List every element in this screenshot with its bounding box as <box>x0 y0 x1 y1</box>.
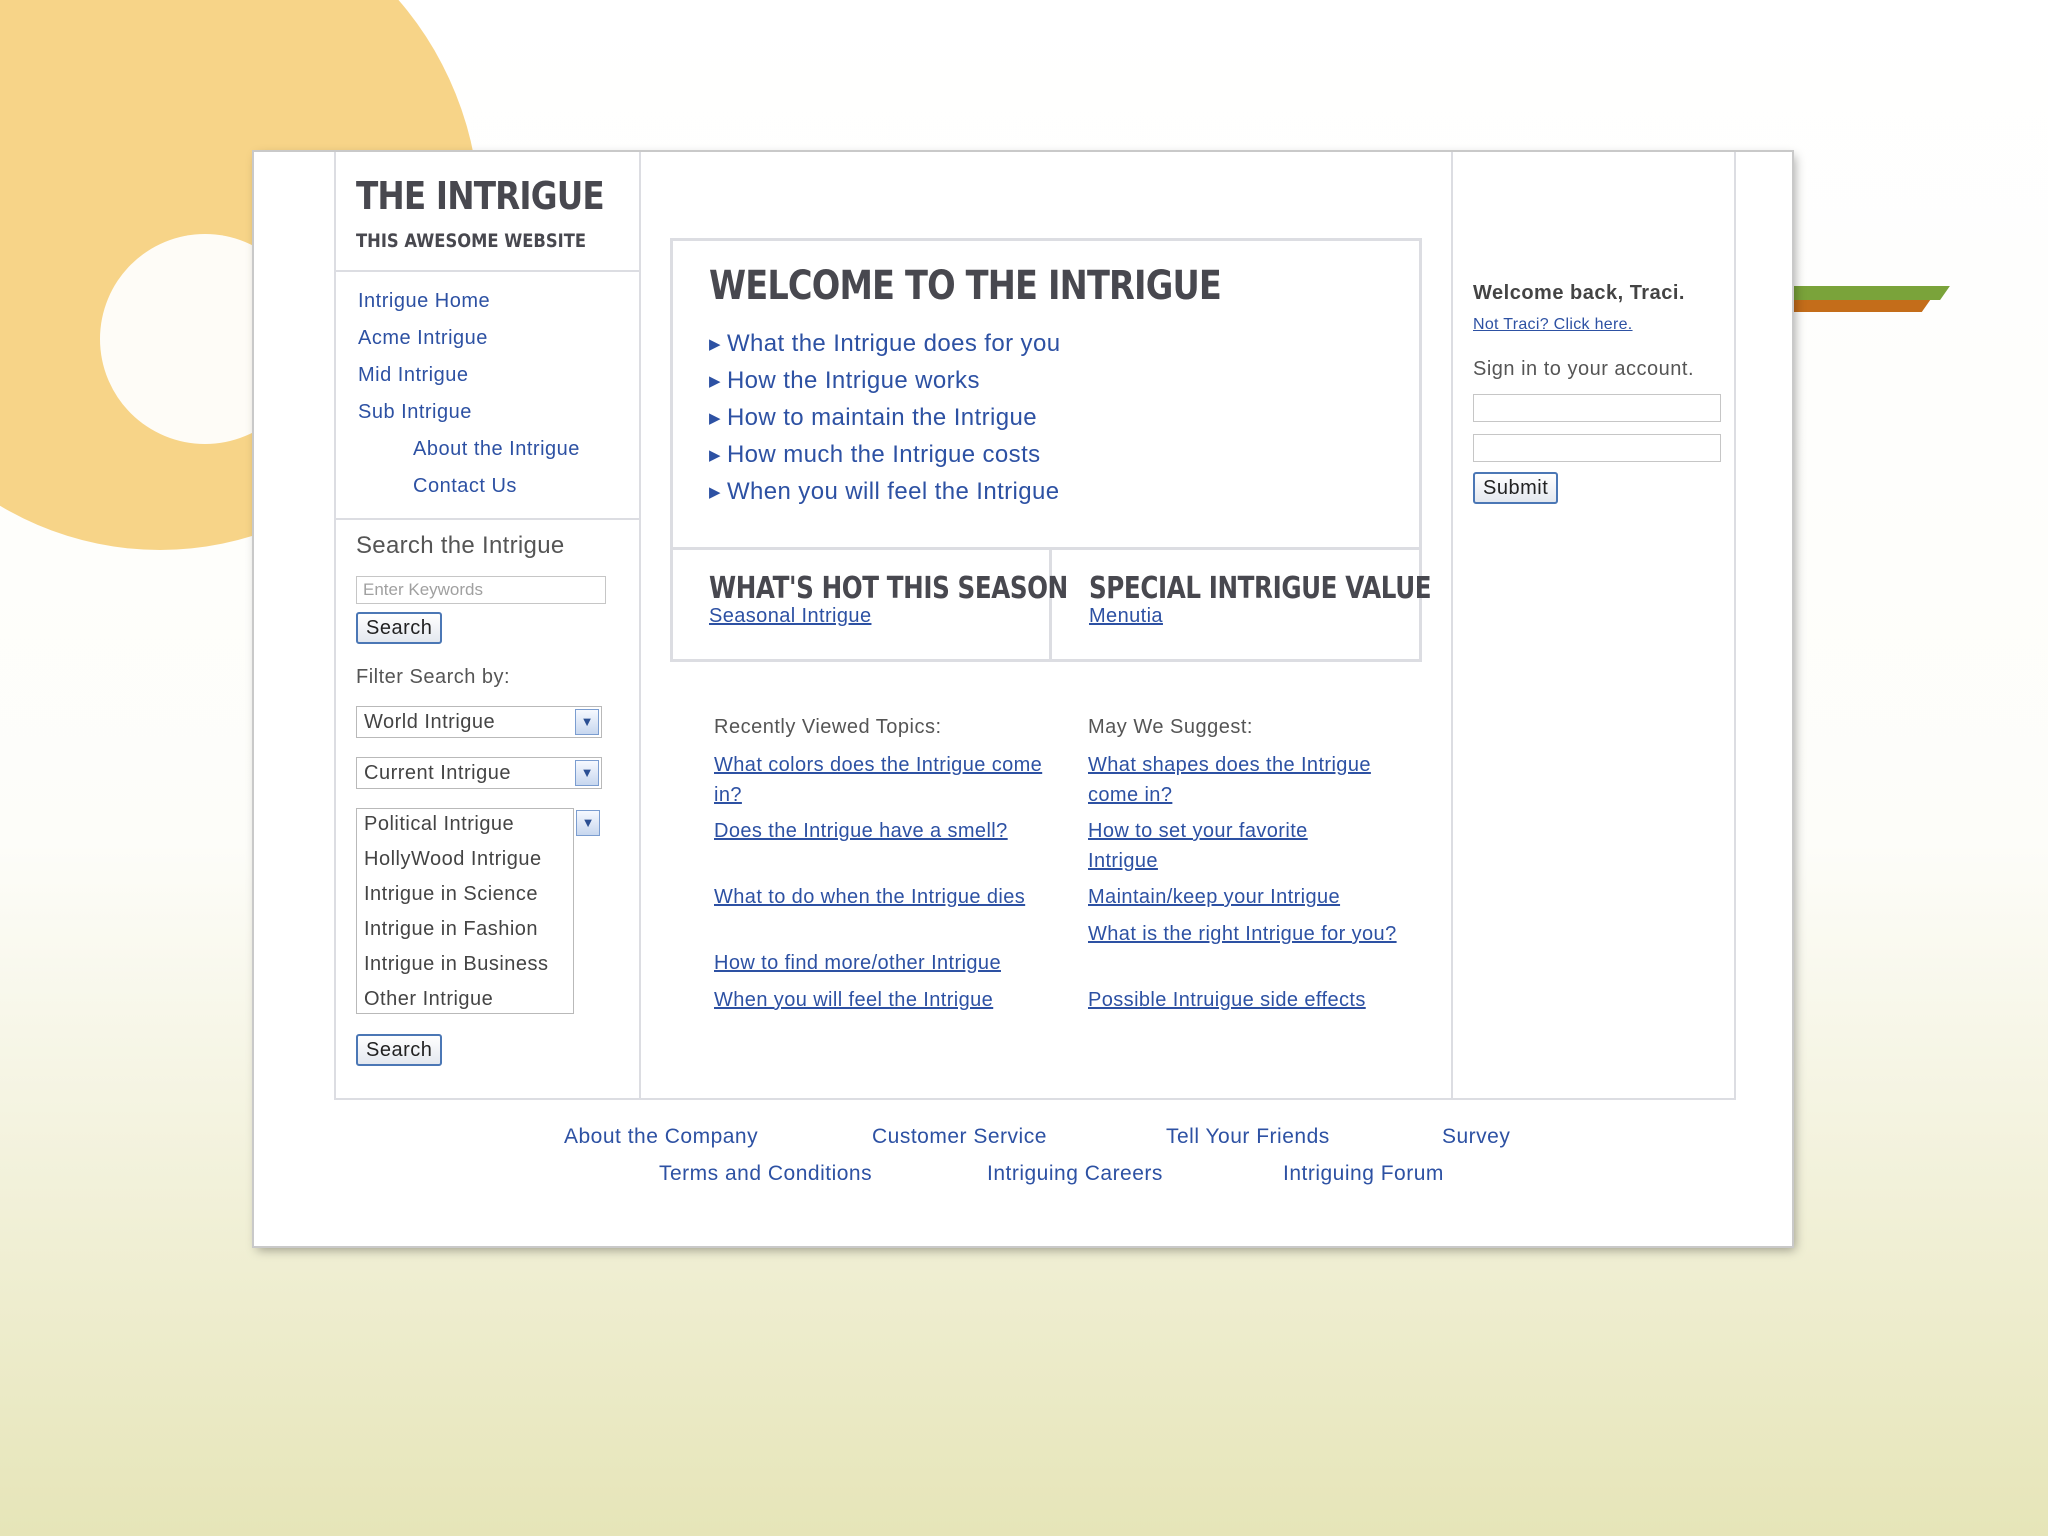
footer-link-about-company[interactable]: About the Company <box>564 1125 759 1148</box>
filter-label: Filter Search by: <box>356 666 511 688</box>
suggestions-label: May We Suggest: <box>1088 716 1253 738</box>
welcome-link[interactable]: ▶ How the Intrigue works <box>709 367 980 394</box>
listbox-option[interactable]: HollyWood Intrigue <box>364 848 542 870</box>
filter-select-current[interactable] <box>356 757 602 789</box>
nav-link-acme-intrigue[interactable]: Acme Intrigue <box>358 327 488 349</box>
filter-select-value: Current Intrigue <box>364 762 511 784</box>
decorative-stripe-green <box>1780 286 1950 300</box>
account-sidebar <box>1451 152 1736 1098</box>
search-button[interactable]: Search <box>356 612 442 644</box>
suggestion-link[interactable]: Possible Intruigue side effects <box>1088 989 1366 1011</box>
seasonal-intrigue-link[interactable]: Seasonal Intrigue <box>709 605 872 627</box>
sign-in-label: Sign in to your account. <box>1473 358 1695 380</box>
recent-topic-link[interactable]: Does the Intrigue have a smell? <box>714 820 1008 842</box>
footer-link-terms[interactable]: Terms and Conditions <box>659 1162 873 1185</box>
suggestion-link[interactable]: Maintain/keep your Intrigue <box>1088 886 1341 908</box>
nav-link-sub-intrigue[interactable]: Sub Intrigue <box>358 401 472 423</box>
nav-link-mid-intrigue[interactable]: Mid Intrigue <box>358 364 469 386</box>
website-layout <box>334 152 1736 1100</box>
password-field[interactable] <box>1473 434 1721 462</box>
recent-topic-link[interactable]: How to find more/other Intrigue <box>714 952 1001 974</box>
welcome-link[interactable]: ▶ How much the Intrigue costs <box>709 441 1041 468</box>
site-logo-title: THE INTRIGUE <box>356 174 604 218</box>
main-navigation <box>336 272 639 520</box>
footer-link-forum[interactable]: Intriguing Forum <box>1283 1162 1444 1185</box>
username-field[interactable] <box>1473 394 1721 422</box>
suggestion-link[interactable]: What is the right Intrigue for you? <box>1088 923 1397 945</box>
chevron-down-icon[interactable]: ▼ <box>576 810 600 836</box>
recent-topic-link[interactable]: What to do when the Intrigue dies <box>714 886 1026 908</box>
welcome-link[interactable]: ▶ What the Intrigue does for you <box>709 330 1061 357</box>
chevron-down-icon[interactable]: ▼ <box>575 709 599 735</box>
special-value-title: SPECIAL INTRIGUE VALUE <box>1089 571 1432 606</box>
keyword-search-input[interactable] <box>356 576 606 604</box>
footer-link-careers[interactable]: Intriguing Careers <box>987 1162 1163 1185</box>
filter-search-button[interactable]: Search <box>356 1034 442 1066</box>
triangle-right-icon: ▶ <box>709 447 721 464</box>
listbox-option[interactable]: Other Intrigue <box>364 988 494 1010</box>
suggestion-link[interactable]: How to set your favorite Intrigue <box>1088 820 1308 872</box>
whats-hot-title: WHAT'S HOT THIS SEASON <box>709 571 1068 606</box>
recent-topic-link[interactable]: What colors does the Intrigue come in? <box>714 754 1043 806</box>
filter-select-world[interactable] <box>356 706 602 738</box>
listbox-option[interactable]: Intrigue in Fashion <box>364 918 539 940</box>
site-tagline: THIS AWESOME WEBSITE <box>356 230 587 252</box>
divider <box>673 547 1419 550</box>
brand-header <box>336 152 639 272</box>
nav-link-intrigue-home[interactable]: Intrigue Home <box>358 290 491 312</box>
listbox-option[interactable]: Political Intrigue <box>364 813 515 835</box>
nav-sublink-about[interactable]: About the Intrigue <box>413 438 580 460</box>
triangle-right-icon: ▶ <box>709 336 721 353</box>
recent-topic-link[interactable]: When you will feel the Intrigue <box>714 989 994 1011</box>
decorative-stripe-orange <box>1774 300 1930 312</box>
welcome-back-text: Welcome back, Traci. <box>1473 282 1685 304</box>
left-sidebar <box>336 152 641 1098</box>
listbox-option[interactable]: Intrigue in Business <box>364 953 549 975</box>
welcome-title: WELCOME TO THE INTRIGUE <box>709 263 1222 309</box>
welcome-link[interactable]: ▶ How to maintain the Intrigue <box>709 404 1037 431</box>
not-user-link[interactable]: Not Traci? Click here. <box>1473 316 1633 333</box>
welcome-link[interactable]: ▶ When you will feel the Intrigue <box>709 478 1060 505</box>
chevron-down-icon[interactable]: ▼ <box>575 760 599 786</box>
footer-link-customer-service[interactable]: Customer Service <box>872 1125 1047 1148</box>
suggestion-link[interactable]: What shapes does the Intrigue come in? <box>1088 754 1371 806</box>
mockup-frame <box>254 152 1792 1246</box>
filter-select-value: World Intrigue <box>364 711 496 733</box>
welcome-panel <box>670 238 1432 662</box>
footer-link-survey[interactable]: Survey <box>1442 1125 1511 1148</box>
search-heading: Search the Intrigue <box>356 532 565 559</box>
nav-sublink-contact[interactable]: Contact Us <box>413 475 517 497</box>
listbox-option[interactable]: Intrigue in Science <box>364 883 539 905</box>
category-listbox[interactable] <box>356 808 574 1014</box>
menutia-link[interactable]: Menutia <box>1089 605 1163 627</box>
recently-viewed-label: Recently Viewed Topics: <box>714 716 942 738</box>
triangle-right-icon: ▶ <box>709 373 721 390</box>
submit-button[interactable]: Submit <box>1473 472 1558 504</box>
footer-link-tell-friends[interactable]: Tell Your Friends <box>1166 1125 1330 1148</box>
triangle-right-icon: ▶ <box>709 410 721 427</box>
triangle-right-icon: ▶ <box>709 484 721 501</box>
